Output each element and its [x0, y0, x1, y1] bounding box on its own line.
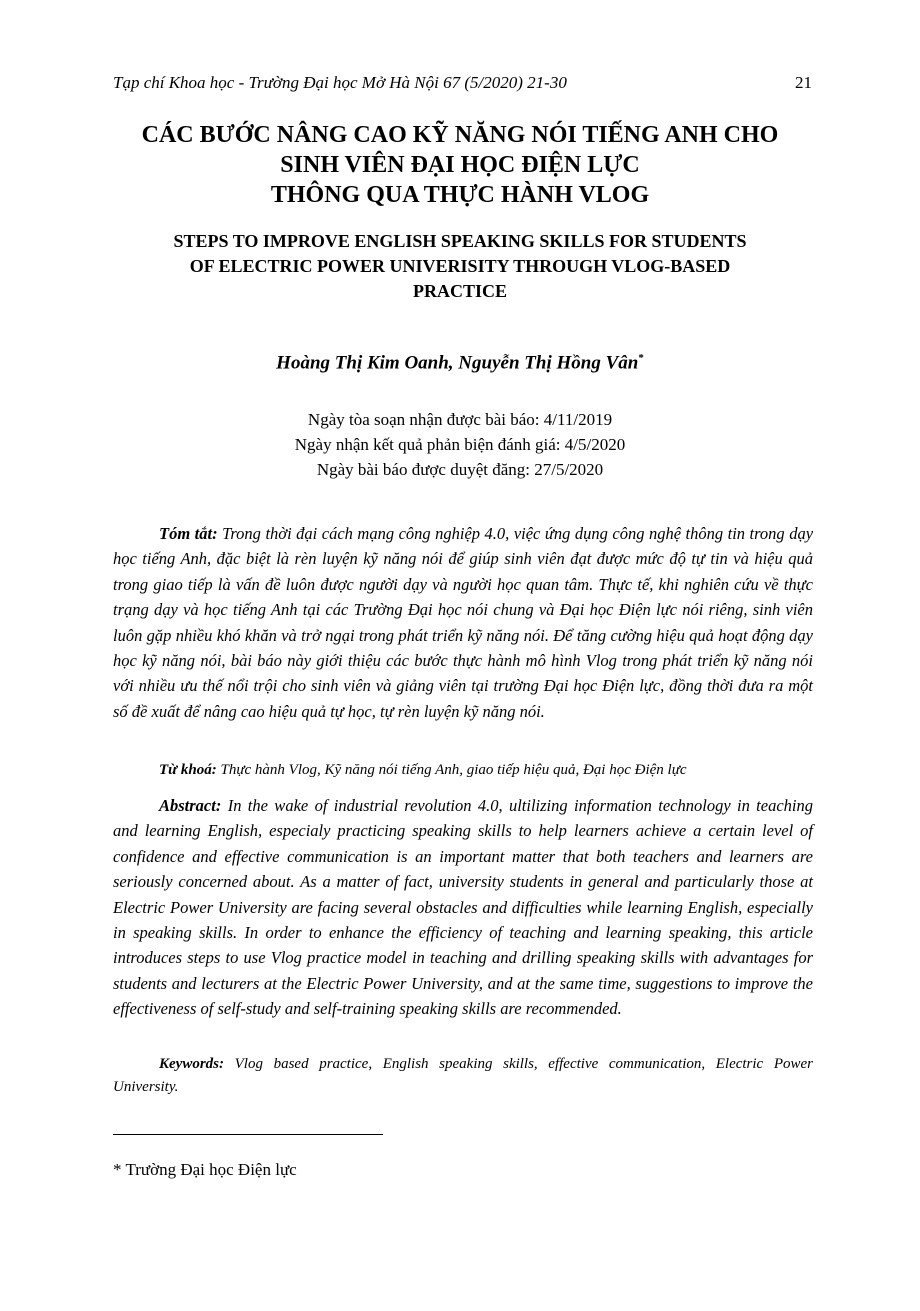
- author-affiliation-marker: *: [638, 352, 644, 364]
- abstract-en-text: In the wake of industrial revolution 4.0, ultilizing information technology in teaching and learning English, especialy practicing speaking skills to help learners achieve a certain level of confidence and effective communication is an important matter that both teachers and learners are seriously concerned about. As a matter of fact, university students in general and particularly those at Electric Power University are facing several obstacles and difficulties while learning English, especially in speaking skills. In order to enhance the efficiency of teaching and learning speaking, this article introduces steps to use Vlog practice model in teaching and drilling speaking skills with advantages for students and lecturers at the Electric Power University, and at the same time, suggestions to improve the effectiveness of self-study and self-training speaking skills are recommended.: [113, 796, 814, 1019]
- abstract-vi-text: Trong thời đại cách mạng công nghiệp 4.0, việc ứng dụng công nghệ thông tin trong dạy học tiếng Anh, đặc biệt là rèn luyện kỹ năng nói để giúp sinh viên đạt được mức độ tự tin và hiệu quả trong giao tiếp là vấn đề luôn được người dạy và người học quan tâm. Thực tế, khi nghiên cứu về thực trạng dạy và học tiếng Anh tại các Trường Đại học nói chung và Đại học Điện lực nói riêng, sinh viên luôn gặp nhiều khó khăn và trở ngại trong phát triển kỹ năng nói. Để tăng cường hiệu quả hoạt động dạy học kỹ năng nói, bài báo này giới thiệu các bước thực hành mô hình Vlog trong phát triển kỹ năng nói với nhiều ưu thế nổi trội cho sinh viên và giảng viên tại trường Đại học Điện lực, đồng thời đưa ra một số đề xuất để nâng cao hiệu quả tự học, tự rèn luyện kỹ năng nói.: [113, 524, 814, 721]
- running-head: Tạp chí Khoa học - Trường Đại học Mở Hà Nội 67 (5/2020) 21-30: [113, 73, 567, 92]
- keywords-vi-label: Từ khoá:: [159, 762, 217, 778]
- date-received: Ngày tòa soạn nhận được bài báo: 4/11/2019: [307, 410, 613, 429]
- abstract-en-label: Abstract:: [159, 796, 222, 815]
- date-reviewed: Ngày nhận kết quả phản biện đánh giá: 4/5/2020: [294, 435, 626, 454]
- submission-dates: [100, 407, 820, 482]
- title-vi-line: THÔNG QUA THỰC HÀNH VLOG: [270, 182, 650, 208]
- footnote-affiliation: * Trường Đại học Điện lực: [113, 1160, 297, 1179]
- footnote-divider: [113, 1134, 383, 1135]
- keywords-vi-text: Thực hành Vlog, Kỹ năng nói tiếng Anh, giao tiếp hiệu quả, Đại học Điện lực: [220, 762, 687, 778]
- title-en-line: PRACTICE: [412, 281, 507, 301]
- author-names: Hoàng Thị Kim Oanh, Nguyễn Thị Hồng Vân: [276, 352, 639, 374]
- abstract-vietnamese: [113, 521, 813, 724]
- title-vi-line: CÁC BƯỚC NÂNG CAO KỸ NĂNG NÓI TIẾNG ANH CHO: [141, 122, 779, 148]
- keywords-en-label: Keywords:: [159, 1056, 224, 1072]
- title-vietnamese: [100, 120, 820, 210]
- title-en-line: STEPS TO IMPROVE ENGLISH SPEAKING SKILLS FOR STUDENTS: [173, 231, 747, 251]
- title-en-line: OF ELECTRIC POWER UNIVERISITY THROUGH VLOG-BASED: [189, 256, 731, 276]
- title-english: [100, 229, 820, 304]
- page-number: 21: [795, 73, 812, 92]
- keywords-en-text: Vlog based practice, English speaking skills, effective communication, Electric Power University.: [113, 1056, 813, 1095]
- abstract-english: [113, 793, 813, 1022]
- abstract-vi-label: Tóm tắt:: [159, 524, 218, 543]
- title-vi-line: SINH VIÊN ĐẠI HỌC ĐIỆN LỰC: [280, 152, 640, 178]
- authors: [100, 346, 820, 375]
- keywords-english: [113, 1053, 813, 1099]
- date-accepted: Ngày bài báo được duyệt đăng: 27/5/2020: [316, 460, 604, 479]
- keywords-vietnamese: [113, 759, 813, 781]
